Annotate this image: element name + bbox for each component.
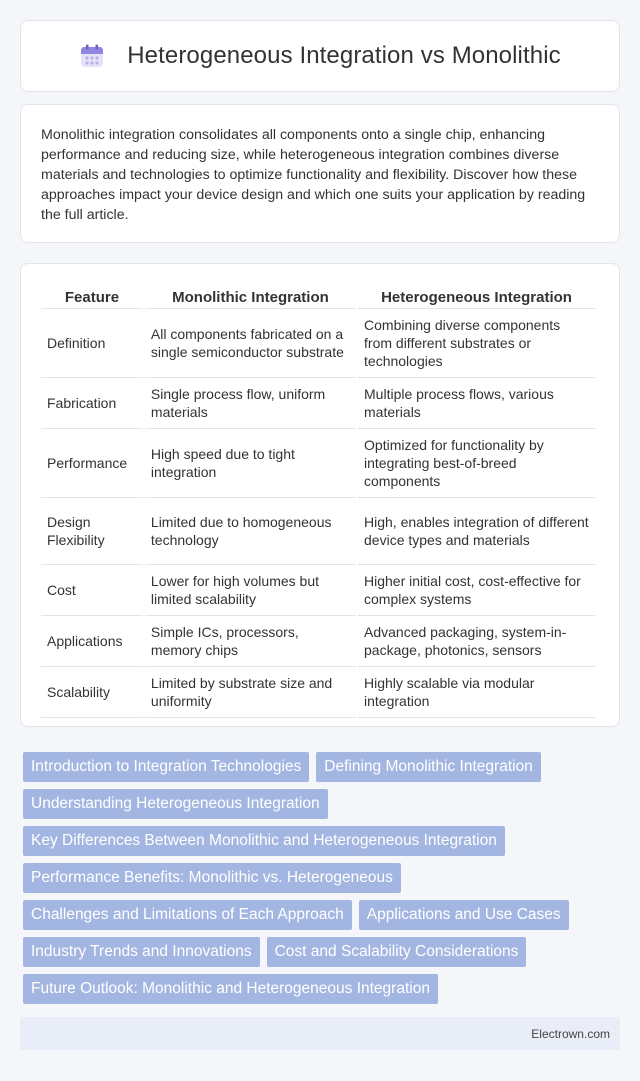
tag-row <box>23 937 617 967</box>
monolithic-cell: Lower for high volumes but limited scalability <box>145 565 356 616</box>
tag-row <box>23 752 617 782</box>
heterogeneous-cell: Advanced packaging, system-in-package, photonics, sensors <box>358 616 595 667</box>
heterogeneous-cell: Higher initial cost, cost-effective for complex systems <box>358 565 595 616</box>
tag-applications[interactable]: Applications and Use Cases <box>359 900 569 930</box>
header-feature: Feature <box>41 286 143 309</box>
heterogeneous-cell: High, enables integration of different device types and materials <box>358 498 595 565</box>
feature-cell: Definition <box>41 309 143 378</box>
feature-cell: Performance <box>41 429 143 498</box>
tag-industry-trends[interactable]: Industry Trends and Innovations <box>23 937 260 967</box>
table-row <box>41 565 595 616</box>
page-title: Heterogeneous Integration vs Monolithic <box>127 42 561 69</box>
tag-future-outlook[interactable]: Future Outlook: Monolithic and Heterogeneous Integration <box>23 974 438 1004</box>
monolithic-cell: Simple ICs, processors, memory chips <box>145 616 356 667</box>
intro-card <box>20 104 620 243</box>
feature-cell: Cost <box>41 565 143 616</box>
table-row <box>41 429 595 498</box>
tag-row <box>23 900 617 930</box>
tag-introduction[interactable]: Introduction to Integration Technologies <box>23 752 309 782</box>
topic-tags <box>23 752 617 1011</box>
tag-key-differences[interactable]: Key Differences Between Monolithic and Heterogeneous Integration <box>23 826 505 856</box>
calendar-icon <box>79 43 105 69</box>
header-card <box>20 20 620 92</box>
tag-challenges[interactable]: Challenges and Limitations of Each Approach <box>23 900 352 930</box>
table-row <box>41 616 595 667</box>
tag-row <box>23 826 617 856</box>
table-header-row <box>41 286 595 309</box>
tag-row <box>23 863 617 893</box>
tag-cost-scalability[interactable]: Cost and Scalability Considerations <box>267 937 527 967</box>
table-row <box>41 309 595 378</box>
comparison-table-card <box>20 263 620 727</box>
table-row <box>41 667 595 718</box>
monolithic-cell: Limited by substrate size and uniformity <box>145 667 356 718</box>
feature-cell: Applications <box>41 616 143 667</box>
header-heterogeneous: Heterogeneous Integration <box>358 286 595 309</box>
monolithic-cell: All components fabricated on a single semiconductor substrate <box>145 309 356 378</box>
tag-row <box>23 789 617 819</box>
feature-cell: Scalability <box>41 667 143 718</box>
heterogeneous-cell: Multiple process flows, various materials <box>358 378 595 429</box>
table-row <box>41 378 595 429</box>
header-monolithic: Monolithic Integration <box>145 286 356 309</box>
footer <box>20 1017 620 1050</box>
heterogeneous-cell: Combining diverse components from different substrates or technologies <box>358 309 595 378</box>
comparison-table <box>39 286 597 718</box>
feature-cell: Fabrication <box>41 378 143 429</box>
monolithic-cell: Limited due to homogeneous technology <box>145 498 356 565</box>
monolithic-cell: Single process flow, uniform materials <box>145 378 356 429</box>
intro-text: Monolithic integration consolidates all components onto a single chip, enhancing performance and reducing size, while heterogeneous integration combines diverse materials and technologies to optimize functionality and flexibility. Discover how these approaches impact your device design and which one suits your application by reading the full article. <box>41 127 586 223</box>
tag-row <box>23 974 617 1004</box>
feature-cell: Design Flexibility <box>41 498 143 565</box>
tag-understanding-heterogeneous[interactable]: Understanding Heterogeneous Integration <box>23 789 328 819</box>
heterogeneous-cell: Highly scalable via modular integration <box>358 667 595 718</box>
monolithic-cell: High speed due to tight integration <box>145 429 356 498</box>
footer-site-name[interactable]: Electrown.com <box>531 1026 610 1041</box>
table-row <box>41 498 595 565</box>
heterogeneous-cell: Optimized for functionality by integrating best-of-breed components <box>358 429 595 498</box>
tag-defining-monolithic[interactable]: Defining Monolithic Integration <box>316 752 541 782</box>
tag-performance-benefits[interactable]: Performance Benefits: Monolithic vs. Heterogeneous <box>23 863 401 893</box>
